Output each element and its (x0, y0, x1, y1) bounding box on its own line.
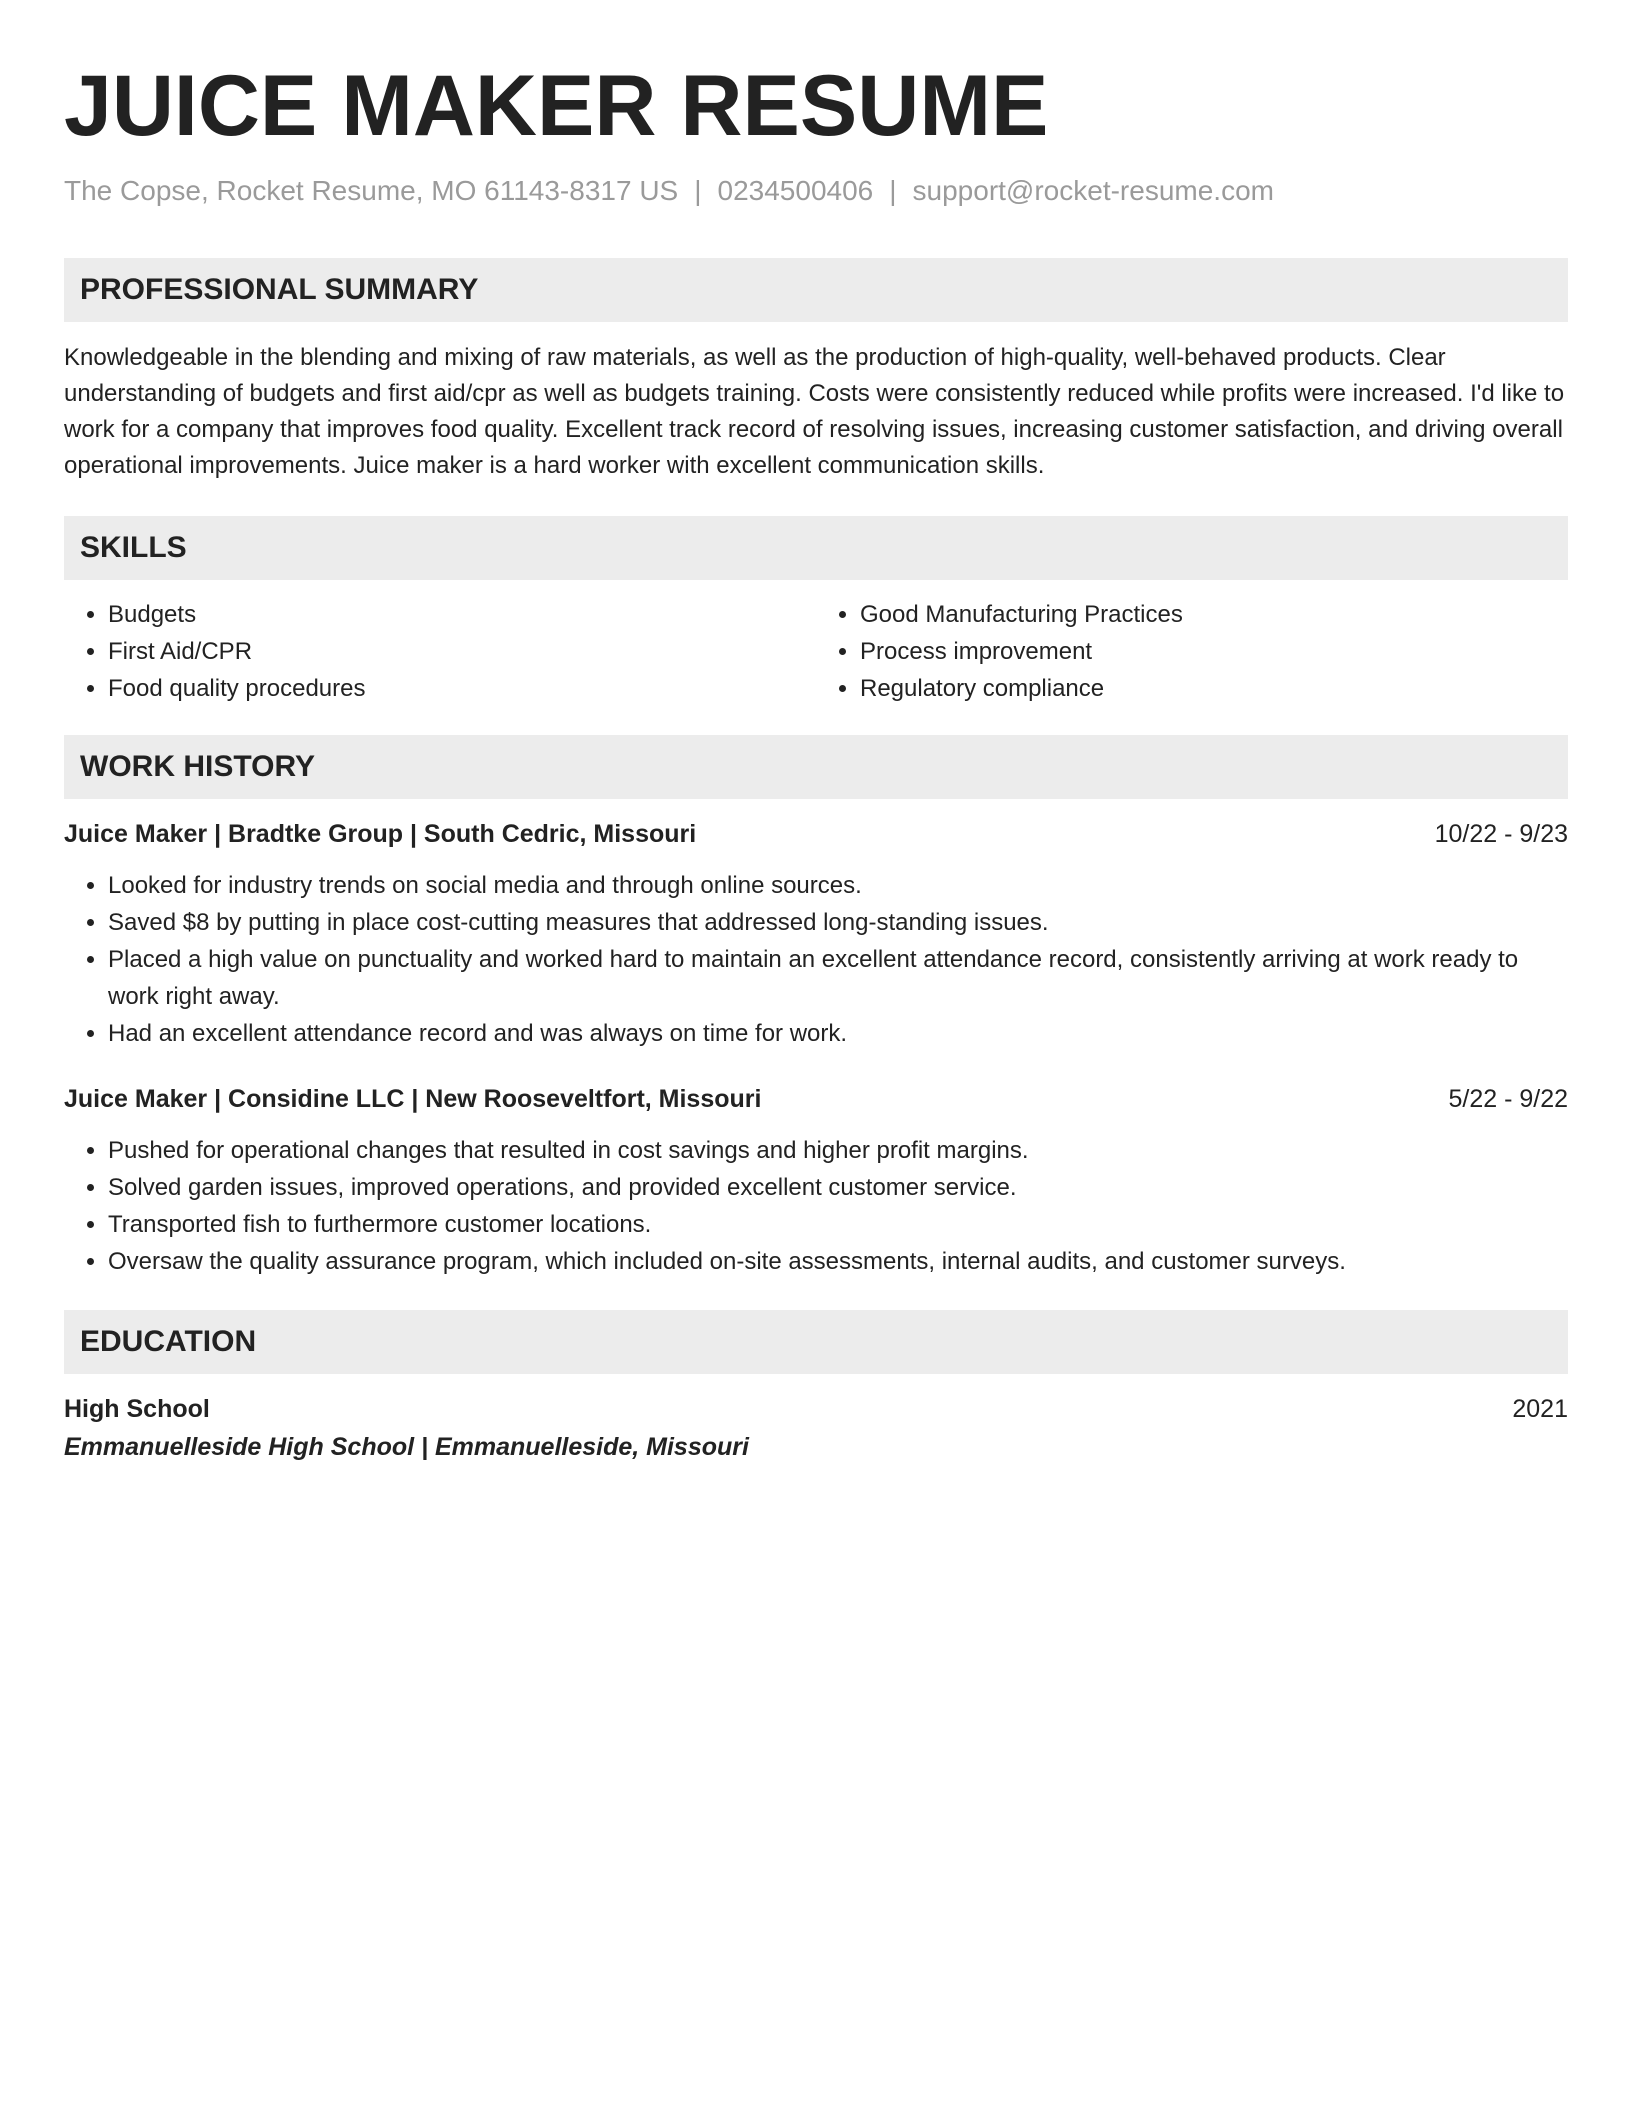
job-title: Juice Maker | Bradtke Group | South Cedric, Missouri (64, 820, 697, 848)
education-header (64, 1392, 1568, 1426)
job-header (64, 1082, 1568, 1116)
job-bullet: • Placed a high value on punctuality and worked hard to maintain an excellent attendance record, consistently arriving at work ready to work right away. (108, 941, 1568, 1015)
skill-item: • Good Manufacturing Practices (860, 596, 1568, 633)
section-header-education: EDUCATION (64, 1310, 1568, 1374)
job-entry (64, 817, 1568, 1052)
contact-line (64, 174, 1568, 208)
resume-title: JUICE MAKER RESUME (64, 58, 1049, 154)
job-bullet: • Saved $8 by putting in place cost-cutting measures that addressed long-standing issues. (108, 904, 1568, 941)
job-entry (64, 1082, 1568, 1280)
contact-separator: | (694, 175, 702, 206)
skills-column-left (64, 596, 816, 707)
job-bullet: • Pushed for operational changes that resulted in cost savings and higher profit margins. (108, 1132, 1568, 1169)
job-title: Juice Maker | Considine LLC | New Rooseveltfort, Missouri (64, 1085, 762, 1113)
job-bullet: • Had an excellent attendance record and was always on time for work. (108, 1015, 1568, 1052)
skill-item: • Regulatory compliance (860, 670, 1568, 707)
contact-address: The Copse, Rocket Resume, MO 61143-8317 US (64, 175, 679, 206)
skills-column-right (816, 596, 1568, 707)
job-dates: 5/22 - 9/22 (1448, 1085, 1568, 1113)
summary-text: Knowledgeable in the blending and mixing of raw materials, as well as the production of high-quality, well-behaved products. Clear understanding of budgets and first aid/cpr as well as budgets training. Costs were consistently reduced while profits were increased. I'd like to work for a company that improves food quality. Excellent track record of resolving issues, increasing customer satisfaction, and driving overall operational improvements. Juice maker is a hard worker with excellent communication skills. (64, 344, 1565, 479)
job-header (64, 817, 1568, 851)
skill-item: • Food quality procedures (108, 670, 816, 707)
contact-email: support@rocket-resume.com (912, 175, 1274, 206)
education-year: 2021 (1512, 1395, 1568, 1423)
section-header-work-history: WORK HISTORY (64, 735, 1568, 799)
education-school: Emmanuelleside High School | Emmanuelleside, Missouri (64, 1433, 749, 1461)
job-dates: 10/22 - 9/23 (1434, 820, 1568, 848)
job-bullet: • Transported fish to furthermore customer locations. (108, 1206, 1568, 1243)
education-entry (64, 1392, 1568, 1464)
education-degree: High School (64, 1395, 210, 1423)
job-bullets (64, 1132, 1568, 1280)
skill-item: • Budgets (108, 596, 816, 633)
skill-item: • Process improvement (860, 633, 1568, 670)
contact-phone: 0234500406 (717, 175, 874, 206)
job-bullets (64, 867, 1568, 1052)
skill-item: • First Aid/CPR (108, 633, 816, 670)
job-bullet: • Looked for industry trends on social media and through online sources. (108, 867, 1568, 904)
contact-separator: | (889, 175, 897, 206)
job-bullet: • Oversaw the quality assurance program, which included on-site assessments, internal audits, and customer surveys. (108, 1243, 1568, 1280)
job-bullet: • Solved garden issues, improved operations, and provided excellent customer service. (108, 1169, 1568, 1206)
section-header-skills: SKILLS (64, 516, 1568, 580)
section-header-summary: PROFESSIONAL SUMMARY (64, 258, 1568, 322)
skills-list (64, 596, 1568, 707)
